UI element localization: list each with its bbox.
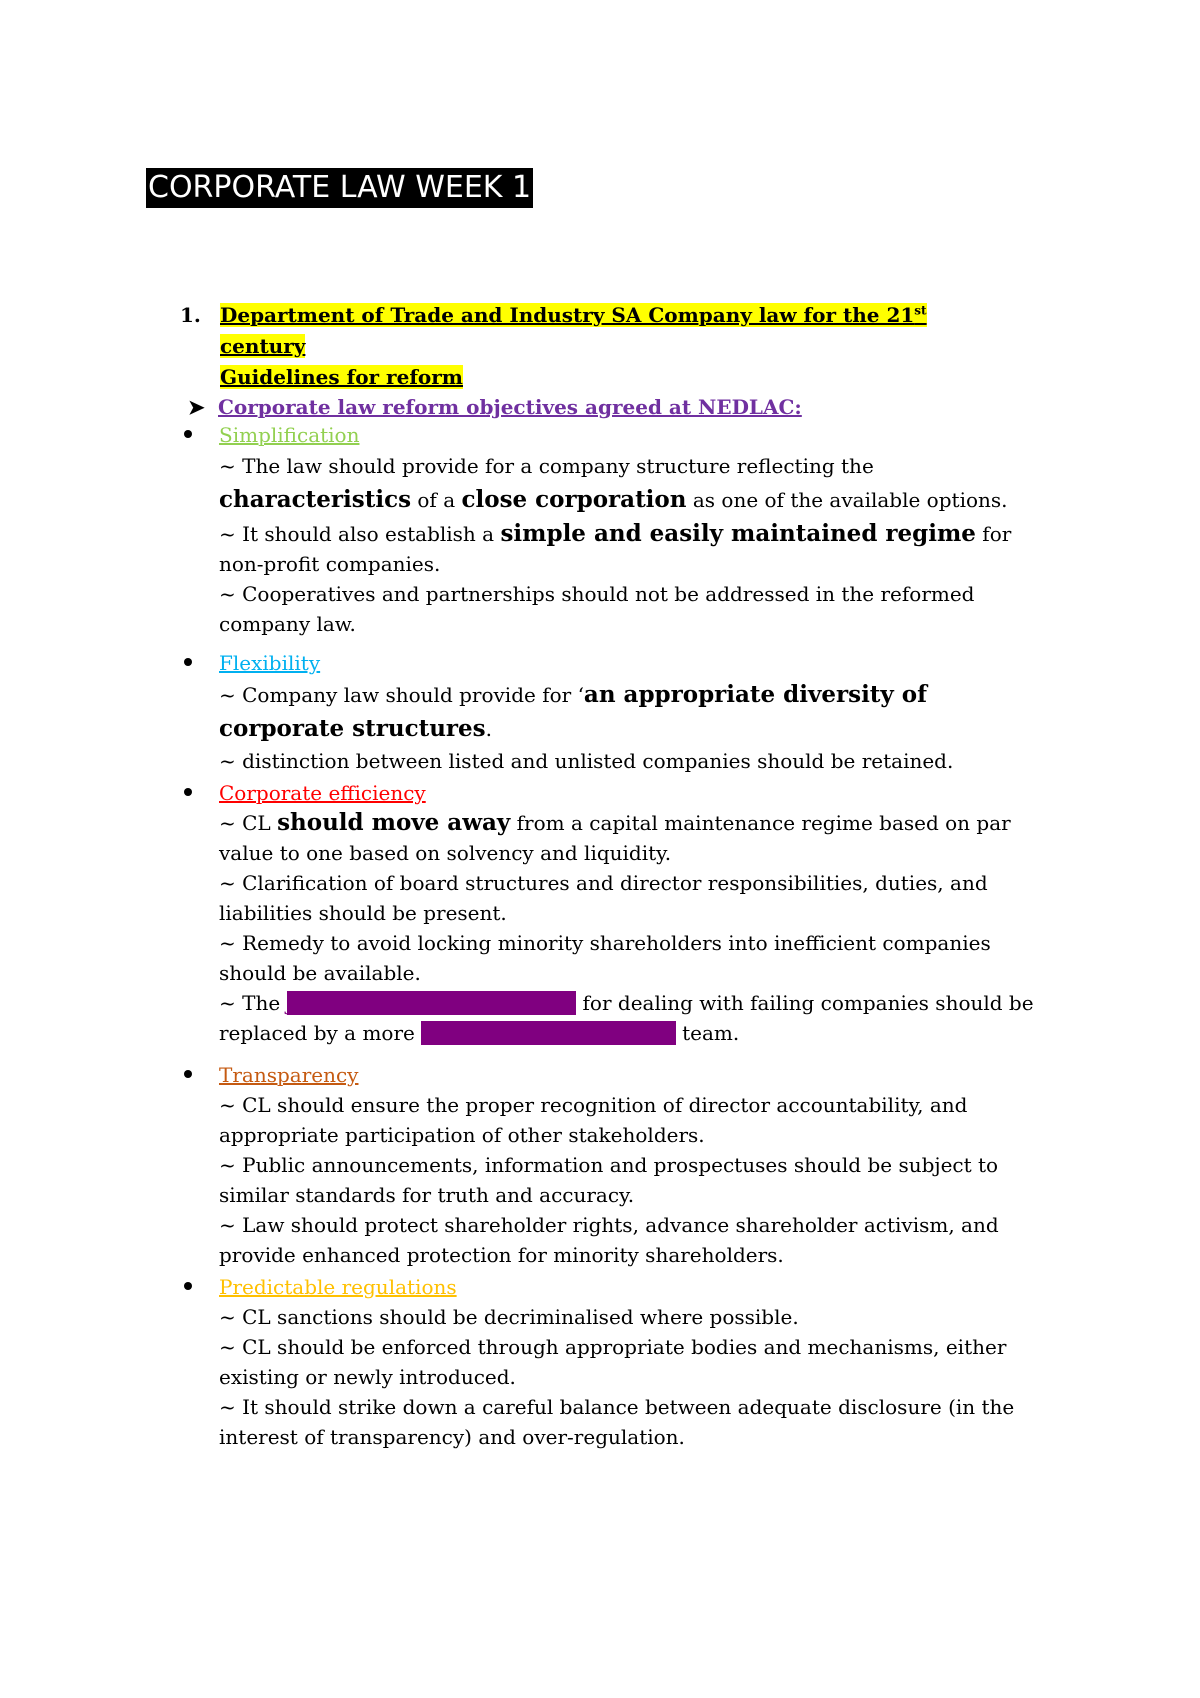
objective-simplification [219,420,1059,639]
objective-heading: Simplification [219,423,360,447]
page-title: CORPORATE LAW WEEK 1 [146,168,533,208]
objective-text: ~ Remedy to avoid locking minority shareholders into inefficient companies should be available. [219,931,991,985]
heading-part: century [220,334,306,358]
objective-text [219,450,1059,517]
objective-text: ~ CL should ensure the proper recognition of director accountability, and appropriate participation of other stakeholders. [219,1093,968,1147]
objective-text [219,519,1059,579]
objective-text: ~ Cooperatives and partnerships should not be addressed in the reformed company law. [219,582,975,636]
objective-heading: Transparency [219,1063,359,1087]
objective-text [219,988,1059,1048]
objective-text: ~ CL sanctions should be decriminalised where possible. [219,1305,799,1329]
objective-text: ~ It should strike down a careful balance between adequate disclosure (in the interest of transparency) and over-regulation. [219,1395,1015,1449]
objective-flexibility [219,648,1059,776]
bold-phrase: an appropriate diversity of corporate structures [219,681,928,742]
section-heading-line1 [220,303,927,358]
arrow-bullet-icon: ➤ [188,395,205,419]
text-part: . [485,717,492,741]
text-part: from a capital maintenance regime based on par value to one based on solvency and liquidity. [219,811,1011,865]
objective-text: ~ distinction between listed and unlisted companies should be retained. [219,749,954,773]
objective-text: ~ Clarification of board structures and director responsibilities, duties, and liabilities should be present. [219,871,988,925]
text-part: ~ Company law should provide for ‘ [219,683,584,707]
objectives-heading [188,392,802,422]
bullet-icon [184,1282,192,1290]
heading-part: Department of Trade and Industry SA Company law for the 21 [220,303,915,327]
text-part: as one of the available options. [686,488,1008,512]
objective-predictable-regulations [219,1272,1059,1452]
bold-phrase: close corporation [461,486,687,513]
bullet-icon [184,1070,192,1078]
bullet-icon [184,658,192,666]
objective-corporate-efficiency [219,778,1059,1048]
bold-phrase: characteristics [219,486,412,513]
objective-heading: Predictable regulations [219,1275,457,1299]
objective-heading: Corporate efficiency [219,781,426,805]
section-heading-text [220,300,1000,393]
objective-text [219,808,1059,868]
section-number: 1. [180,303,201,327]
text-part: of a [411,488,462,512]
objectives-label: Corporate law reform objectives agreed at NEDLAC: [218,395,802,419]
bold-phrase: simple and easily maintained regime [500,520,976,547]
objective-text: ~ CL should be enforced through appropriate bodies and mechanisms, either existing or newly introduced. [219,1335,1007,1389]
bold-phrase: should move away [277,809,511,836]
text-part: for non-profit companies. [219,522,1012,576]
highlighted-phrase: effective business rescue [421,1021,676,1045]
objective-text: ~ Law should protect shareholder rights, advance shareholder activism, and provide enhanced protection for minority shareholders. [219,1213,999,1267]
bullet-icon [184,430,192,438]
heading-superscript: st [914,303,927,318]
objective-text: ~ Public announcements, information and prospectuses should be subject to similar standards for truth and accuracy. [219,1153,999,1207]
objective-transparency [219,1060,1059,1270]
text-part: team. [675,1021,740,1045]
text-part: ~ It should also establish a [219,522,501,546]
section-heading-line2: Guidelines for reform [220,365,463,389]
text-part: ~ The [219,991,287,1015]
highlighted-phrase: judicial management system [286,991,577,1015]
objective-heading: Flexibility [219,651,321,675]
objective-text [219,678,1059,746]
text-part: ~ The law should provide for a company structure reflecting the [219,454,874,478]
text-part: ~ CL [219,811,278,835]
text-part: for dealing with failing companies should be replaced by a more [219,991,1034,1045]
bullet-icon [184,788,192,796]
